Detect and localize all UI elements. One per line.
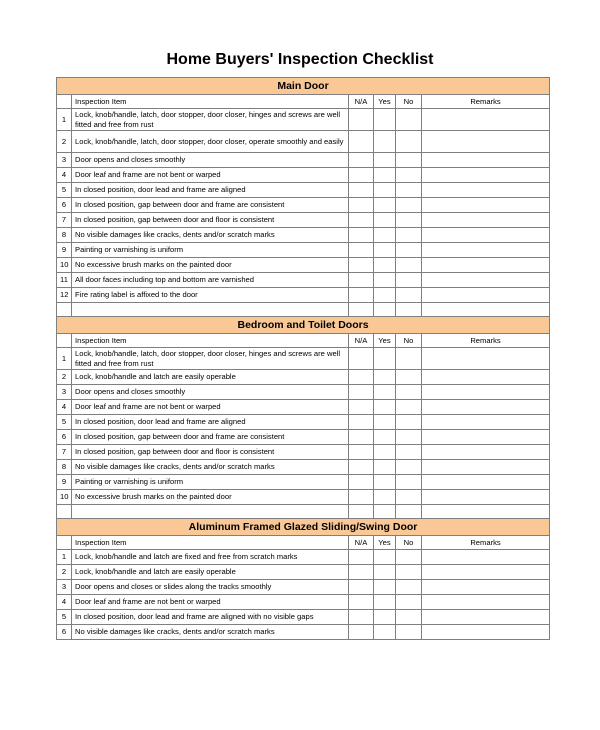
header-inspection-item: Inspection Item <box>72 95 349 109</box>
no-cell[interactable] <box>396 228 422 243</box>
table-row <box>57 550 550 565</box>
yes-cell[interactable] <box>374 400 396 415</box>
table-row <box>57 243 550 258</box>
header-na: N/A <box>349 334 374 348</box>
no-cell[interactable] <box>396 109 422 131</box>
yes-cell[interactable] <box>374 228 396 243</box>
no-cell[interactable] <box>396 348 422 370</box>
yes-cell[interactable] <box>374 168 396 183</box>
item-number: 8 <box>57 228 72 243</box>
header-na: N/A <box>349 536 374 550</box>
inspection-item-text: Fire rating label is affixed to the door <box>72 288 349 303</box>
item-number: 4 <box>57 595 72 610</box>
yes-cell[interactable] <box>374 475 396 490</box>
yes-cell[interactable] <box>374 288 396 303</box>
na-cell[interactable] <box>349 109 374 131</box>
na-cell[interactable] <box>349 595 374 610</box>
na-cell[interactable] <box>349 415 374 430</box>
inspection-item-text: Lock, knob/handle and latch are easily operable <box>72 370 349 385</box>
checklist-body <box>57 78 550 640</box>
item-number: 3 <box>57 153 72 168</box>
section-heading-row <box>57 317 550 334</box>
item-number: 5 <box>57 610 72 625</box>
yes-cell[interactable] <box>374 243 396 258</box>
remarks-cell[interactable] <box>422 131 550 153</box>
header-yes: Yes <box>374 536 396 550</box>
table-row <box>57 475 550 490</box>
na-cell[interactable] <box>349 153 374 168</box>
yes-cell[interactable] <box>374 610 396 625</box>
table-row <box>57 183 550 198</box>
item-number: 1 <box>57 109 72 131</box>
yes-cell[interactable] <box>374 550 396 565</box>
header-number-cell <box>57 95 72 109</box>
inspection-item-text: Door leaf and frame are not bent or warped <box>72 595 349 610</box>
header-no: No <box>396 95 422 109</box>
no-cell[interactable] <box>396 273 422 288</box>
na-cell[interactable] <box>349 610 374 625</box>
blank-row <box>57 303 550 317</box>
remarks-cell[interactable] <box>422 385 550 400</box>
remarks-cell[interactable] <box>422 198 550 213</box>
inspection-item-text: Door leaf and frame are not bent or warped <box>72 400 349 415</box>
blank-cell <box>374 505 396 519</box>
item-number: 9 <box>57 243 72 258</box>
inspection-item-text: In closed position, door lead and frame are aligned <box>72 183 349 198</box>
blank-cell <box>349 505 374 519</box>
table-row <box>57 490 550 505</box>
table-row <box>57 595 550 610</box>
yes-cell[interactable] <box>374 183 396 198</box>
item-number: 2 <box>57 131 72 153</box>
inspection-item-text: No visible damages like cracks, dents and/or scratch marks <box>72 228 349 243</box>
item-number: 2 <box>57 565 72 580</box>
header-no: No <box>396 536 422 550</box>
item-number: 7 <box>57 213 72 228</box>
page-title: Home Buyers' Inspection Checklist <box>166 51 434 68</box>
yes-cell[interactable] <box>374 415 396 430</box>
column-header-row <box>57 536 550 550</box>
inspection-item-text: In closed position, gap between door and floor is consistent <box>72 445 349 460</box>
item-number: 4 <box>57 400 72 415</box>
inspection-item-text: No visible damages like cracks, dents and/or scratch marks <box>72 460 349 475</box>
na-cell[interactable] <box>349 243 374 258</box>
table-row <box>57 610 550 625</box>
item-number: 1 <box>57 348 72 370</box>
yes-cell[interactable] <box>374 430 396 445</box>
table-row <box>57 258 550 273</box>
remarks-cell[interactable] <box>422 565 550 580</box>
table-row <box>57 445 550 460</box>
header-number-cell <box>57 334 72 348</box>
table-row <box>57 131 550 153</box>
section-heading: Main Door <box>57 78 550 95</box>
na-cell[interactable] <box>349 183 374 198</box>
na-cell[interactable] <box>349 445 374 460</box>
no-cell[interactable] <box>396 258 422 273</box>
section-heading: Aluminum Framed Glazed Sliding/Swing Door <box>57 519 550 536</box>
item-number: 6 <box>57 198 72 213</box>
no-cell[interactable] <box>396 385 422 400</box>
inspection-item-text: All door faces including top and bottom are varnished <box>72 273 349 288</box>
no-cell[interactable] <box>396 625 422 640</box>
inspection-item-text: Door opens and closes smoothly <box>72 385 349 400</box>
remarks-cell[interactable] <box>422 550 550 565</box>
remarks-cell[interactable] <box>422 580 550 595</box>
item-number: 12 <box>57 288 72 303</box>
blank-row <box>57 505 550 519</box>
no-cell[interactable] <box>396 213 422 228</box>
na-cell[interactable] <box>349 490 374 505</box>
inspection-item-text: Door leaf and frame are not bent or warped <box>72 168 349 183</box>
no-cell[interactable] <box>396 131 422 153</box>
no-cell[interactable] <box>396 243 422 258</box>
item-number: 5 <box>57 183 72 198</box>
section-heading-row <box>57 78 550 95</box>
item-number: 6 <box>57 430 72 445</box>
no-cell[interactable] <box>396 430 422 445</box>
remarks-cell[interactable] <box>422 460 550 475</box>
blank-cell <box>57 505 72 519</box>
header-remarks: Remarks <box>422 95 550 109</box>
remarks-cell[interactable] <box>422 109 550 131</box>
section-heading: Bedroom and Toilet Doors <box>57 317 550 334</box>
no-cell[interactable] <box>396 400 422 415</box>
na-cell[interactable] <box>349 288 374 303</box>
header-number-cell <box>57 536 72 550</box>
na-cell[interactable] <box>349 430 374 445</box>
na-cell[interactable] <box>349 460 374 475</box>
remarks-cell[interactable] <box>422 445 550 460</box>
na-cell[interactable] <box>349 625 374 640</box>
na-cell[interactable] <box>349 258 374 273</box>
no-cell[interactable] <box>396 183 422 198</box>
no-cell[interactable] <box>396 168 422 183</box>
inspection-item-text: In closed position, gap between door and floor is consistent <box>72 213 349 228</box>
inspection-item-text: In closed position, door lead and frame are aligned <box>72 415 349 430</box>
na-cell[interactable] <box>349 228 374 243</box>
inspection-item-text: In closed position, door lead and frame are aligned with no visible gaps <box>72 610 349 625</box>
item-number: 8 <box>57 460 72 475</box>
inspection-item-text: Door opens and closes smoothly <box>72 153 349 168</box>
item-number: 11 <box>57 273 72 288</box>
column-header-row <box>57 334 550 348</box>
na-cell[interactable] <box>349 475 374 490</box>
na-cell[interactable] <box>349 565 374 580</box>
item-number: 10 <box>57 258 72 273</box>
item-number: 3 <box>57 580 72 595</box>
item-number: 1 <box>57 550 72 565</box>
blank-cell <box>422 303 550 317</box>
remarks-cell[interactable] <box>422 213 550 228</box>
remarks-cell[interactable] <box>422 183 550 198</box>
remarks-cell[interactable] <box>422 475 550 490</box>
remarks-cell[interactable] <box>422 228 550 243</box>
na-cell[interactable] <box>349 550 374 565</box>
header-na: N/A <box>349 95 374 109</box>
blank-cell <box>72 303 349 317</box>
yes-cell[interactable] <box>374 565 396 580</box>
inspection-item-text: No excessive brush marks on the painted door <box>72 258 349 273</box>
table-row <box>57 273 550 288</box>
table-row <box>57 198 550 213</box>
no-cell[interactable] <box>396 490 422 505</box>
no-cell[interactable] <box>396 288 422 303</box>
remarks-cell[interactable] <box>422 400 550 415</box>
remarks-cell[interactable] <box>422 273 550 288</box>
table-row <box>57 625 550 640</box>
no-cell[interactable] <box>396 415 422 430</box>
na-cell[interactable] <box>349 400 374 415</box>
inspection-item-text: Lock, knob/handle, latch, door stopper, door closer, hinges and screws are well fitted and free from rust <box>72 348 349 370</box>
header-yes: Yes <box>374 334 396 348</box>
no-cell[interactable] <box>396 460 422 475</box>
no-cell[interactable] <box>396 445 422 460</box>
blank-cell <box>396 303 422 317</box>
table-row <box>57 228 550 243</box>
yes-cell[interactable] <box>374 131 396 153</box>
yes-cell[interactable] <box>374 348 396 370</box>
inspection-item-text: Door opens and closes or slides along the tracks smoothly <box>72 580 349 595</box>
inspection-item-text: Lock, knob/handle and latch are fixed and free from scratch marks <box>72 550 349 565</box>
blank-cell <box>57 303 72 317</box>
remarks-cell[interactable] <box>422 288 550 303</box>
table-row <box>57 213 550 228</box>
na-cell[interactable] <box>349 168 374 183</box>
header-yes: Yes <box>374 95 396 109</box>
inspection-item-text: In closed position, gap between door and frame are consistent <box>72 430 349 445</box>
yes-cell[interactable] <box>374 273 396 288</box>
yes-cell[interactable] <box>374 385 396 400</box>
remarks-cell[interactable] <box>422 153 550 168</box>
item-number: 9 <box>57 475 72 490</box>
yes-cell[interactable] <box>374 213 396 228</box>
na-cell[interactable] <box>349 273 374 288</box>
remarks-cell[interactable] <box>422 370 550 385</box>
yes-cell[interactable] <box>374 445 396 460</box>
na-cell[interactable] <box>349 198 374 213</box>
item-number: 5 <box>57 415 72 430</box>
table-row <box>57 580 550 595</box>
inspection-item-text: Painting or varnishing is uniform <box>72 475 349 490</box>
no-cell[interactable] <box>396 198 422 213</box>
table-row <box>57 168 550 183</box>
table-row <box>57 288 550 303</box>
inspection-item-text: Painting or varnishing is uniform <box>72 243 349 258</box>
yes-cell[interactable] <box>374 370 396 385</box>
yes-cell[interactable] <box>374 198 396 213</box>
inspection-item-text: In closed position, gap between door and frame are consistent <box>72 198 349 213</box>
header-inspection-item: Inspection Item <box>72 536 349 550</box>
item-number: 10 <box>57 490 72 505</box>
no-cell[interactable] <box>396 475 422 490</box>
no-cell[interactable] <box>396 153 422 168</box>
remarks-cell[interactable] <box>422 595 550 610</box>
remarks-cell[interactable] <box>422 258 550 273</box>
inspection-item-text: Lock, knob/handle, latch, door stopper, door closer, operate smoothly and easily <box>72 131 349 153</box>
blank-cell <box>422 505 550 519</box>
checklist-table <box>56 77 550 640</box>
table-row <box>57 460 550 475</box>
inspection-item-text: No excessive brush marks on the painted door <box>72 490 349 505</box>
na-cell[interactable] <box>349 370 374 385</box>
yes-cell[interactable] <box>374 109 396 131</box>
table-row <box>57 565 550 580</box>
remarks-cell[interactable] <box>422 610 550 625</box>
no-cell[interactable] <box>396 565 422 580</box>
item-number: 2 <box>57 370 72 385</box>
section-heading-row <box>57 519 550 536</box>
yes-cell[interactable] <box>374 153 396 168</box>
inspection-item-text: Lock, knob/handle, latch, door stopper, door closer, hinges and screws are well fitted and free from rust <box>72 109 349 131</box>
na-cell[interactable] <box>349 385 374 400</box>
header-remarks: Remarks <box>422 334 550 348</box>
table-row <box>57 385 550 400</box>
no-cell[interactable] <box>396 595 422 610</box>
yes-cell[interactable] <box>374 595 396 610</box>
table-row <box>57 430 550 445</box>
na-cell[interactable] <box>349 131 374 153</box>
blank-cell <box>374 303 396 317</box>
inspection-item-text: Lock, knob/handle and latch are easily operable <box>72 565 349 580</box>
na-cell[interactable] <box>349 213 374 228</box>
item-number: 7 <box>57 445 72 460</box>
table-row <box>57 370 550 385</box>
yes-cell[interactable] <box>374 258 396 273</box>
remarks-cell[interactable] <box>422 243 550 258</box>
inspection-item-text: No visible damages like cracks, dents and/or scratch marks <box>72 625 349 640</box>
yes-cell[interactable] <box>374 460 396 475</box>
header-inspection-item: Inspection Item <box>72 334 349 348</box>
remarks-cell[interactable] <box>422 625 550 640</box>
remarks-cell[interactable] <box>422 168 550 183</box>
yes-cell[interactable] <box>374 490 396 505</box>
table-row <box>57 348 550 370</box>
yes-cell[interactable] <box>374 580 396 595</box>
no-cell[interactable] <box>396 580 422 595</box>
remarks-cell[interactable] <box>422 430 550 445</box>
item-number: 3 <box>57 385 72 400</box>
remarks-cell[interactable] <box>422 348 550 370</box>
na-cell[interactable] <box>349 580 374 595</box>
table-row <box>57 109 550 131</box>
blank-cell <box>396 505 422 519</box>
item-number: 6 <box>57 625 72 640</box>
table-row <box>57 400 550 415</box>
table-row <box>57 153 550 168</box>
header-remarks: Remarks <box>422 536 550 550</box>
remarks-cell[interactable] <box>422 490 550 505</box>
no-cell[interactable] <box>396 550 422 565</box>
no-cell[interactable] <box>396 610 422 625</box>
table-row <box>57 415 550 430</box>
item-number: 4 <box>57 168 72 183</box>
no-cell[interactable] <box>396 370 422 385</box>
column-header-row <box>57 95 550 109</box>
yes-cell[interactable] <box>374 625 396 640</box>
na-cell[interactable] <box>349 348 374 370</box>
remarks-cell[interactable] <box>422 415 550 430</box>
header-no: No <box>396 334 422 348</box>
blank-cell <box>349 303 374 317</box>
blank-cell <box>72 505 349 519</box>
